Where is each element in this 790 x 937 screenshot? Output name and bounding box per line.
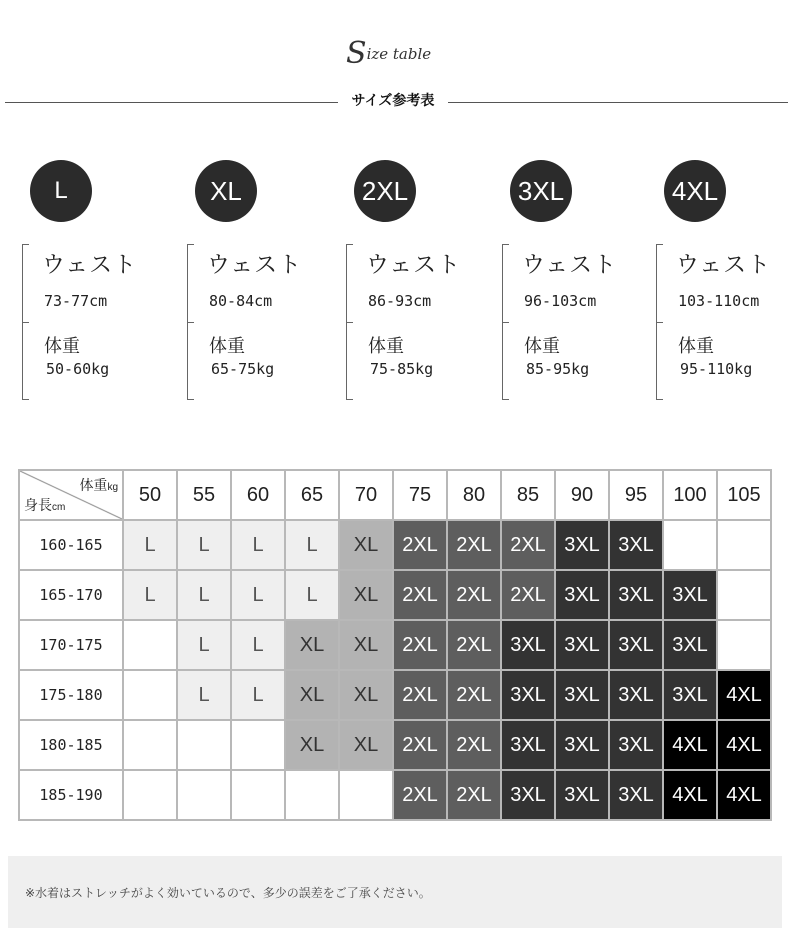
size-badge: 3XL [510,160,572,222]
weight-header: 60 [231,470,285,520]
header-script-initial: S [346,36,367,71]
waist-label: ウェスト [42,252,138,278]
weight-value: 95-110kg [680,360,753,378]
size-cell [177,720,231,770]
weight-label: 体重 [44,336,80,357]
weight-header: 100 [663,470,717,520]
height-header: 165-170 [19,570,123,620]
size-cell: XL [285,670,339,720]
size-cell [231,720,285,770]
height-header: 160-165 [19,520,123,570]
size-cell [663,520,717,570]
size-cell: 2XL [447,770,501,820]
size-cell: 3XL [663,620,717,670]
weight-header: 95 [609,470,663,520]
note-text: ※水着はストレッチがよく効いているので、多少の誤差をご了承ください。 [25,886,431,900]
height-header: 180-185 [19,720,123,770]
size-cell: 3XL [663,670,717,720]
weight-value: 50-60kg [46,360,110,378]
weight-value: 85-95kg [526,360,590,378]
size-cell: XL [285,620,339,670]
weight-header: 50 [123,470,177,520]
bracket-divider [346,244,354,400]
table-row [19,520,771,570]
size-cell: L [177,570,231,620]
table-row [19,620,771,670]
bracket-divider [22,244,30,400]
size-cell [717,570,771,620]
size-cell [123,770,177,820]
table-corner [19,470,123,520]
size-cell: 3XL [609,720,663,770]
size-cell: L [285,570,339,620]
size-cell: XL [339,520,393,570]
table-header-row [19,470,771,520]
weight-unit: kg [107,482,118,493]
size-cell: 3XL [501,770,555,820]
size-cell: 3XL [555,720,609,770]
size-cell: L [231,620,285,670]
weight-header: 70 [339,470,393,520]
size-cell: 3XL [663,570,717,620]
size-cell [717,520,771,570]
size-cell: 4XL [663,770,717,820]
size-cell [123,670,177,720]
size-cell [717,620,771,670]
size-cell: XL [339,570,393,620]
size-cell: 3XL [555,570,609,620]
waist-value: 96-103cm [524,292,597,310]
size-cell: L [231,570,285,620]
size-cell: XL [339,620,393,670]
size-cell: L [177,670,231,720]
size-cell [285,770,339,820]
size-cell: 4XL [663,720,717,770]
height-header: 170-175 [19,620,123,670]
waist-label: ウェスト [366,252,462,278]
size-cell: 3XL [501,670,555,720]
size-cell: L [177,520,231,570]
size-table [18,469,772,821]
weight-header: 75 [393,470,447,520]
table-row [19,570,771,620]
size-cell [177,770,231,820]
height-header: 185-190 [19,770,123,820]
size-cell: L [231,520,285,570]
size-cell: 3XL [609,520,663,570]
header-script [346,36,431,71]
weight-axis-label: 体重 [79,477,108,493]
weight-header: 55 [177,470,231,520]
size-cell: 2XL [393,770,447,820]
size-cell: L [123,570,177,620]
size-cell [231,770,285,820]
size-cell: 2XL [447,720,501,770]
weight-header: 90 [555,470,609,520]
weight-header: 65 [285,470,339,520]
size-cell: 2XL [447,670,501,720]
size-cell: 4XL [717,670,771,720]
size-cell: 3XL [609,620,663,670]
size-cell: 2XL [447,520,501,570]
weight-header: 85 [501,470,555,520]
size-cell: 4XL [717,770,771,820]
size-cell: XL [339,670,393,720]
size-cell: L [177,620,231,670]
size-badge: 2XL [354,160,416,222]
size-cell: 2XL [393,720,447,770]
size-badge: L [30,160,92,222]
size-cell [339,770,393,820]
table-row [19,770,771,820]
size-cell: 3XL [555,670,609,720]
waist-value: 80-84cm [209,292,273,310]
header-divider-left [5,102,338,103]
waist-value: 103-110cm [678,292,760,310]
waist-value: 86-93cm [368,292,432,310]
bracket-divider [656,244,664,400]
size-cell: 3XL [555,620,609,670]
bracket-divider [187,244,195,400]
header-script-rest: ize table [366,45,432,63]
size-cell: 3XL [609,670,663,720]
size-cell [123,720,177,770]
size-cell: 3XL [555,520,609,570]
size-cell: 2XL [501,570,555,620]
size-cell: 2XL [393,670,447,720]
size-cell: 3XL [609,770,663,820]
bracket-divider [502,244,510,400]
size-cell: 3XL [609,570,663,620]
size-cell: L [231,670,285,720]
size-badge: XL [195,160,257,222]
note-box [8,856,782,928]
waist-label: ウェスト [207,252,303,278]
height-axis-label: 身長 [24,497,52,513]
waist-label: ウェスト [676,252,772,278]
size-cell: 3XL [555,770,609,820]
size-cell: XL [339,720,393,770]
weight-label: 体重 [209,336,245,357]
size-cell: 2XL [393,570,447,620]
height-header: 175-180 [19,670,123,720]
size-cell: L [123,520,177,570]
size-cell [123,620,177,670]
header-divider-right [448,102,788,103]
size-cell: 2XL [501,520,555,570]
weight-label: 体重 [678,336,714,357]
waist-label: ウェスト [522,252,618,278]
weight-value: 65-75kg [211,360,275,378]
size-cell: L [285,520,339,570]
weight-label: 体重 [368,336,404,357]
size-cell: 2XL [393,520,447,570]
table-row [19,720,771,770]
weight-value: 75-85kg [370,360,434,378]
waist-value: 73-77cm [44,292,108,310]
page-title: サイズ参考表 [351,93,435,109]
weight-header: 105 [717,470,771,520]
size-cell: XL [285,720,339,770]
size-badge: 4XL [664,160,726,222]
size-cell: 2XL [393,620,447,670]
size-cell: 2XL [447,620,501,670]
table-row [19,670,771,720]
weight-header: 80 [447,470,501,520]
size-cell: 3XL [501,620,555,670]
size-cell: 4XL [717,720,771,770]
size-cell: 3XL [501,720,555,770]
size-cell: 2XL [447,570,501,620]
weight-label: 体重 [524,336,560,357]
height-unit: cm [52,502,66,513]
